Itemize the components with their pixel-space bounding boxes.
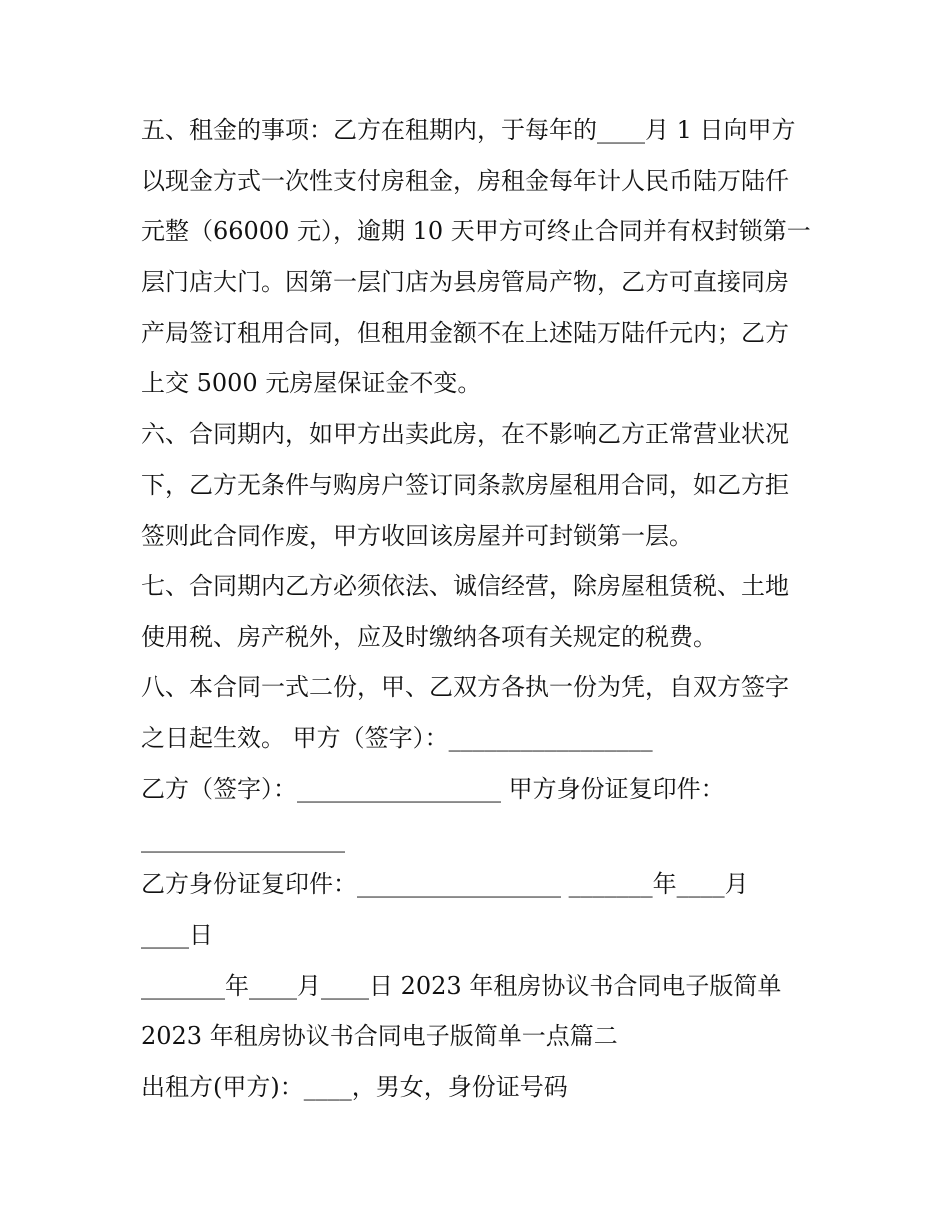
signature-line-party-a: 之日起生效。 甲方（签字）：_________________ xyxy=(141,724,653,752)
text-line: 签则此合同作废，甲方收回该房屋并可封锁第一层。 xyxy=(141,522,693,550)
text-line: 产局签订租用合同，但租用金额不在上述陆万陆仟元内；乙方 xyxy=(141,319,789,347)
text-line: 五、租金的事项：乙方在租期内，于每年的____月 1 日向甲方 xyxy=(141,116,796,144)
text-line: 六、合同期内，如甲方出卖此房，在不影响乙方正常营业状况 xyxy=(141,420,789,448)
text-line: 元整（66000 元），逾期 10 天甲方可终止合同并有权封锁第一 xyxy=(141,217,811,245)
id-copy-line-party-b: 乙方身份证复印件：_________________ _______年____月 xyxy=(141,870,749,898)
text-line: 八、本合同一式二份，甲、乙双方各执一份为凭，自双方签字 xyxy=(141,673,789,701)
text-line: 层门店大门。因第一层门店为县房管局产物，乙方可直接同房 xyxy=(141,268,789,296)
text-line: 上交 5000 元房屋保证金不变。 xyxy=(141,369,482,397)
section-title: 2023 年租房协议书合同电子版简单一点篇二 xyxy=(141,1022,618,1050)
text-line: 使用税、房产税外，应及时缴纳各项有关规定的税费。 xyxy=(141,623,717,651)
text-line: 下，乙方无条件与购房户签订同条款房屋租用合同，如乙方拒 xyxy=(141,471,789,499)
text-line: 以现金方式一次性支付房租金，房租金每年计人民币陆万陆仟 xyxy=(141,167,789,195)
text-line: 七、合同期内乙方必须依法、诚信经营，除房屋租赁税、土地 xyxy=(141,572,789,600)
signature-line-party-b: 乙方（签字）：_________________ 甲方身份证复印件： xyxy=(141,775,725,803)
date-day-line: ____日 xyxy=(141,921,213,949)
blank-line: _________________ xyxy=(141,825,345,853)
lessor-line: 出租方(甲方)：____，男女，身份证号码 xyxy=(141,1073,568,1101)
date-title-line: _______年____月____日 2023 年租房协议书合同电子版简单 xyxy=(141,972,782,1000)
